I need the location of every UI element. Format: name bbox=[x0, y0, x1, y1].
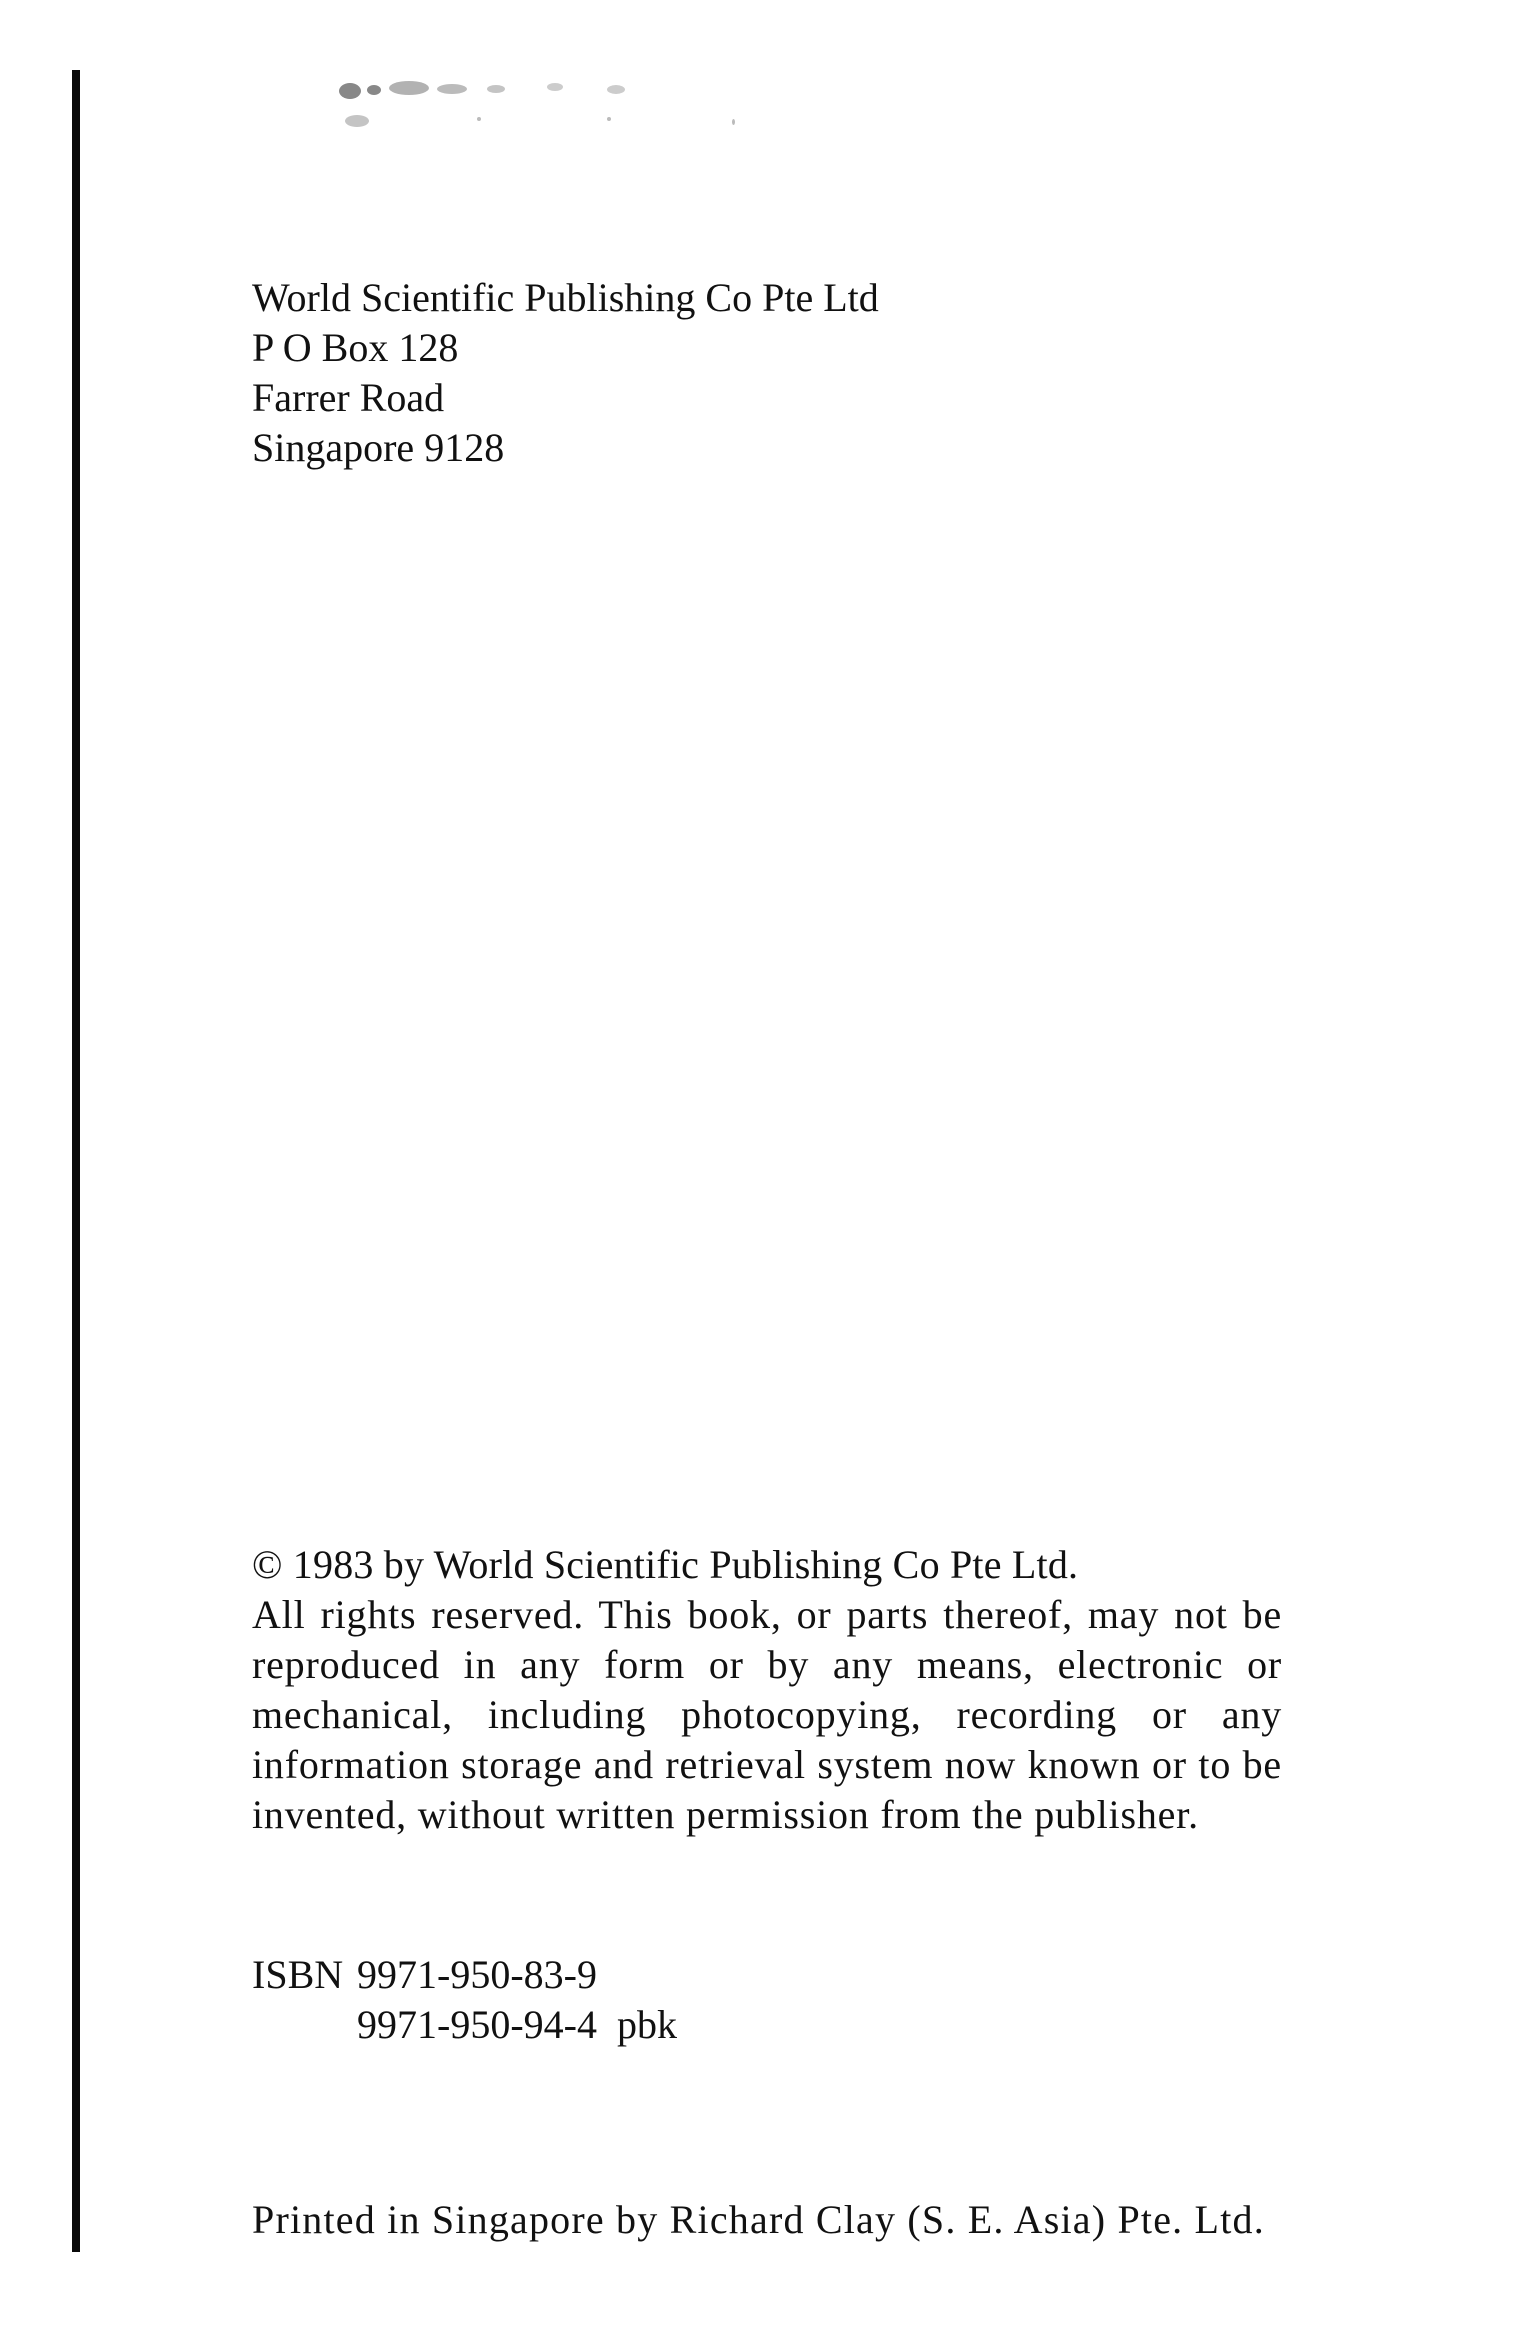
copyright-block bbox=[252, 1540, 1282, 1840]
address-line: Singapore 9128 bbox=[252, 425, 505, 470]
publisher-address bbox=[252, 273, 879, 473]
copyright-line: © 1983 by World Scientific Publishing Co Pte Ltd. bbox=[252, 1542, 1079, 1587]
rights-notice: All rights reserved. This book, or parts thereof, may not be reproduced in any form or by any means, electronic or mechanical, including photocopying, recording or any information storage and retrieval system now known or to be invented, without written permission from the publisher. bbox=[252, 1592, 1282, 1837]
printer-credit: Printed in Singapore by Richard Clay (S. E. Asia) Pte. Ltd. bbox=[252, 2197, 1265, 2242]
isbn-block bbox=[252, 1950, 677, 2050]
address-line: Farrer Road bbox=[252, 375, 445, 420]
isbn-number: 9971-950-94-4 pbk bbox=[357, 2002, 677, 2047]
address-line: World Scientific Publishing Co Pte Ltd bbox=[252, 275, 879, 320]
isbn-number: 9971-950-83-9 bbox=[357, 1952, 597, 1997]
faint-stamp-mark bbox=[337, 75, 797, 155]
address-line: P O Box 128 bbox=[252, 325, 459, 370]
isbn-label: ISBN bbox=[252, 1952, 344, 1997]
binding-edge-rule bbox=[72, 70, 80, 2252]
